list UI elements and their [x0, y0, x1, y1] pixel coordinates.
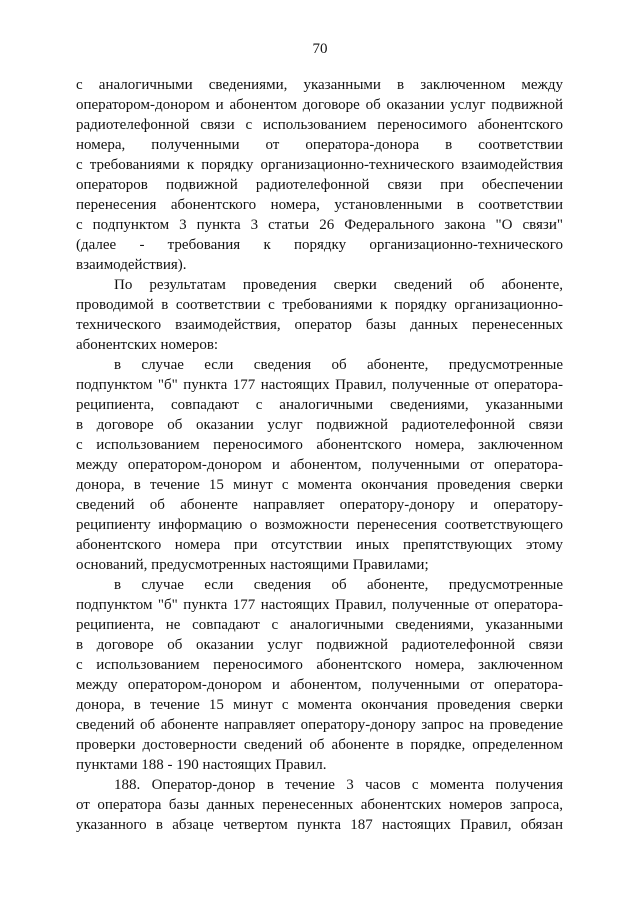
text-line: перенесения абонентского номера, установленными в соответствии [76, 197, 563, 213]
text-line: между оператором-донором и абонентом, полученными от оператора- [76, 457, 563, 473]
text-line: реципиента, не совпадают с аналогичными сведениями, указанными [76, 617, 563, 633]
text-line: указанного в абзаце четвертом пункта 187 настоящих Правил, обязан [76, 817, 563, 833]
text-line: с использованием переносимого абонентского номера, заключенном [76, 657, 563, 673]
paragraph [76, 75, 563, 275]
text-line: 188. Оператор-донор в течение 3 часов с момента получения [114, 777, 563, 793]
text-line: абонентского номера при отсутствии иных препятствующих этому [76, 537, 563, 553]
text-line: донора, в течение 15 минут с момента окончания проведения сверки [76, 477, 563, 493]
paragraph [76, 275, 563, 355]
text-line: оснований, предусмотренных настоящими Правилами; [76, 557, 429, 573]
text-line: с подпунктом 3 пункта 3 статьи 26 Федерального закона "О связи" [76, 217, 563, 233]
text-line: проверки достоверности сведений об абоненте в порядке, определенном [76, 737, 563, 753]
page-number: 70 [312, 41, 328, 57]
text-line: реципиенту информацию о возможности перенесения соответствующего [76, 517, 563, 533]
text-line: в случае если сведения об абоненте, предусмотренные [114, 357, 563, 373]
text-line: с аналогичными сведениями, указанными в заключенном между [76, 77, 563, 93]
text-line: номера, полученными от оператора-донора в соответствии [76, 137, 563, 153]
text-line: в договоре об оказании услуг подвижной радиотелефонной связи [76, 417, 563, 433]
paragraph [76, 775, 563, 835]
text-line: (далее - требования к порядку организационно-технического [76, 237, 563, 253]
text-line: взаимодействия). [76, 257, 187, 273]
text-line: в договоре об оказании услуг подвижной радиотелефонной связи [76, 637, 563, 653]
paragraph [76, 575, 563, 775]
text-line: с использованием переносимого абонентского номера, заключенном [76, 437, 563, 453]
text-line: технического взаимодействия, оператор базы данных перенесенных [76, 317, 563, 333]
text-line: пунктами 188 - 190 настоящих Правил. [76, 757, 327, 773]
text-line: радиотелефонной связи с использованием переносимого абонентского [76, 117, 563, 133]
text-line: в случае если сведения об абоненте, предусмотренные [114, 577, 563, 593]
text-line: операторов подвижной радиотелефонной связи при обеспечении [76, 177, 563, 193]
text-line: подпунктом "б" пункта 177 настоящих Правил, полученные от оператора- [76, 597, 563, 613]
text-line: оператором-донором и абонентом договоре об оказании услуг подвижной [76, 97, 563, 113]
paragraph [76, 355, 563, 575]
text-line: реципиента, совпадают с аналогичными сведениями, указанными [76, 397, 563, 413]
text-line: донора, в течение 15 минут с момента окончания проведения сверки [76, 697, 563, 713]
document-body [76, 75, 563, 835]
text-line: сведений об абоненте направляет оператору-донору запрос на проведение [76, 717, 563, 733]
text-line: с требованиями к порядку организационно-технического взаимодействия [76, 157, 563, 173]
text-line: абонентских номеров: [76, 337, 219, 353]
text-line: от оператора базы данных перенесенных абонентских номеров запроса, [76, 797, 563, 813]
text-line: между оператором-донором и абонентом, полученными от оператора- [76, 677, 563, 693]
text-line: подпунктом "б" пункта 177 настоящих Правил, полученные от оператора- [76, 377, 563, 393]
text-line: По результатам проведения сверки сведений об абоненте, [114, 277, 563, 293]
text-line: сведений об абоненте направляет оператору-донору и оператору- [76, 497, 563, 513]
text-line: проводимой в соответствии с требованиями к порядку организационно- [76, 297, 563, 313]
